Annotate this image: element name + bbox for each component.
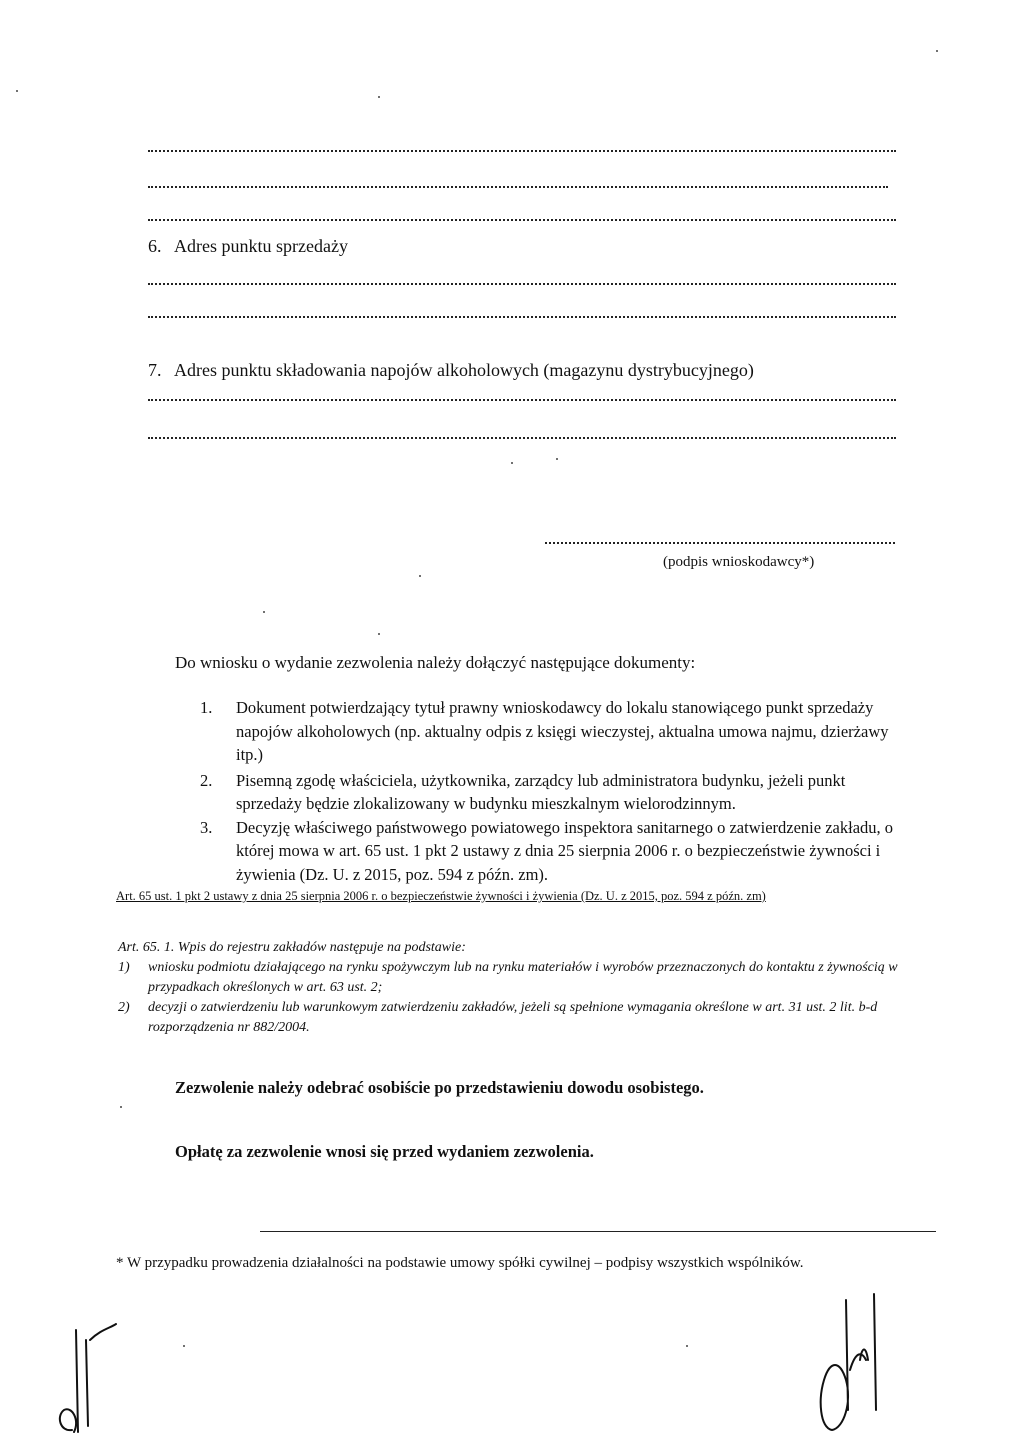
article-text — [118, 938, 902, 1038]
article-heading: Art. 65. 1. Wpis do rejestru zakładów następuje na podstawie: — [118, 940, 466, 955]
scan-speck — [378, 96, 380, 98]
document-item-text: Pisemną zgodę właściciela, użytkownika, zarządcy lub administratora budynku, jeżeli punkt sprzedaży będzie zlokalizowany w budynku mieszkalnym wielorodzinnym. — [236, 770, 846, 813]
footnote: * W przypadku prowadzenia działalności na podstawie umowy spółki cywilnej – podpisy wszystkich wspólników. — [116, 1255, 804, 1271]
document-item-text: Decyzję właściwego państwowego powiatowego inspektora sanitarnego o zatwierdzenie zakładu, o której mowa w art. 65 ust. 1 pkt 2 ustawy z dnia 25 sierpnia 2006 r. o bezpieczeństwie żywności i żywienia (Dz. U. z 2015, poz. 594 z późn. zm). — [236, 817, 894, 884]
document-item-number: 2. — [200, 770, 213, 790]
section-6-title: Adres punktu sprzedaży — [174, 236, 348, 256]
scan-speck — [120, 1106, 122, 1108]
scan-speck — [936, 50, 938, 52]
section-6-number: 6. — [148, 236, 162, 256]
storage-address-line-2[interactable] — [148, 437, 896, 439]
article-point-text: decyzji o zatwierdzeniu lub warunkowym zatwierdzeniu zakładów, jeżeli są spełnione wymagania określone w art. 31 ust. 2 lit. b-d rozporządzenia nr 882/2004. — [148, 1000, 878, 1035]
scan-speck — [419, 575, 421, 577]
fill-line-3[interactable] — [148, 219, 896, 221]
section-7-title: Adres punktu składowania napojów alkoholowych (magazynu dystrybucyjnego) — [174, 360, 754, 380]
section-7-number: 7. — [148, 360, 162, 380]
scan-speck — [16, 90, 18, 92]
fill-line-1[interactable] — [148, 150, 896, 152]
footnote-divider — [260, 1231, 936, 1232]
sales-address-line-1[interactable] — [148, 283, 896, 285]
scan-speck — [556, 458, 558, 460]
sales-address-line-2[interactable] — [148, 316, 896, 318]
scan-speck — [263, 611, 265, 613]
document-item-number: 1. — [200, 698, 213, 717]
scan-speck — [686, 1345, 688, 1347]
storage-address-line-1[interactable] — [148, 399, 896, 401]
article-point-number: 1) — [118, 960, 130, 975]
pickup-note: Zezwolenie należy odebrać osobiście po przedstawieniu dowodu osobistego. — [175, 1078, 704, 1097]
signature-label: (podpis wnioskodawcy*) — [663, 554, 815, 570]
scan-speck — [183, 1345, 185, 1347]
article-point-text: wniosku podmiotu działającego na rynku spożywczym lub na rynku materiałów i wyrobów przeznaczonych do kontaktu z żywnością w przypadkach określonych w art. 63 ust. 2; — [148, 960, 898, 995]
document-item — [200, 696, 900, 767]
scan-speck — [511, 462, 513, 464]
documents-list — [200, 696, 900, 886]
article-point-number: 2) — [118, 1000, 130, 1015]
handwritten-initials-left — [50, 1320, 130, 1440]
signature-line[interactable] — [545, 542, 895, 544]
document-item-number: 3. — [200, 817, 213, 837]
fee-note: Opłatę za zezwolenie wnosi się przed wydaniem zezwolenia. — [175, 1142, 594, 1161]
scan-speck — [378, 633, 380, 635]
fill-line-2[interactable] — [148, 186, 888, 188]
documents-intro: Do wniosku o wydanie zezwolenia należy dołączyć następujące dokumenty: — [175, 653, 696, 672]
document-item-text: Dokument potwierdzający tytuł prawny wnioskodawcy do lokalu stanowiącego punkt sprzedaży napojów alkoholowych (np. aktualny odpis z księgi wieczystej, aktualna umowa najmu, dzierżawy itp.) — [236, 698, 889, 764]
article-point — [118, 998, 902, 1038]
document-item — [200, 816, 900, 887]
article-point — [118, 958, 902, 998]
handwritten-signature-right — [800, 1290, 910, 1440]
section-7-heading — [148, 360, 754, 381]
article-reference: Art. 65 ust. 1 pkt 2 ustawy z dnia 25 sierpnia 2006 r. o bezpieczeństwie żywności i żywienia (Dz. U. z 2015, poz. 594 z późn. zm) — [116, 889, 766, 903]
section-6-heading — [148, 236, 348, 257]
document-item — [200, 769, 900, 816]
